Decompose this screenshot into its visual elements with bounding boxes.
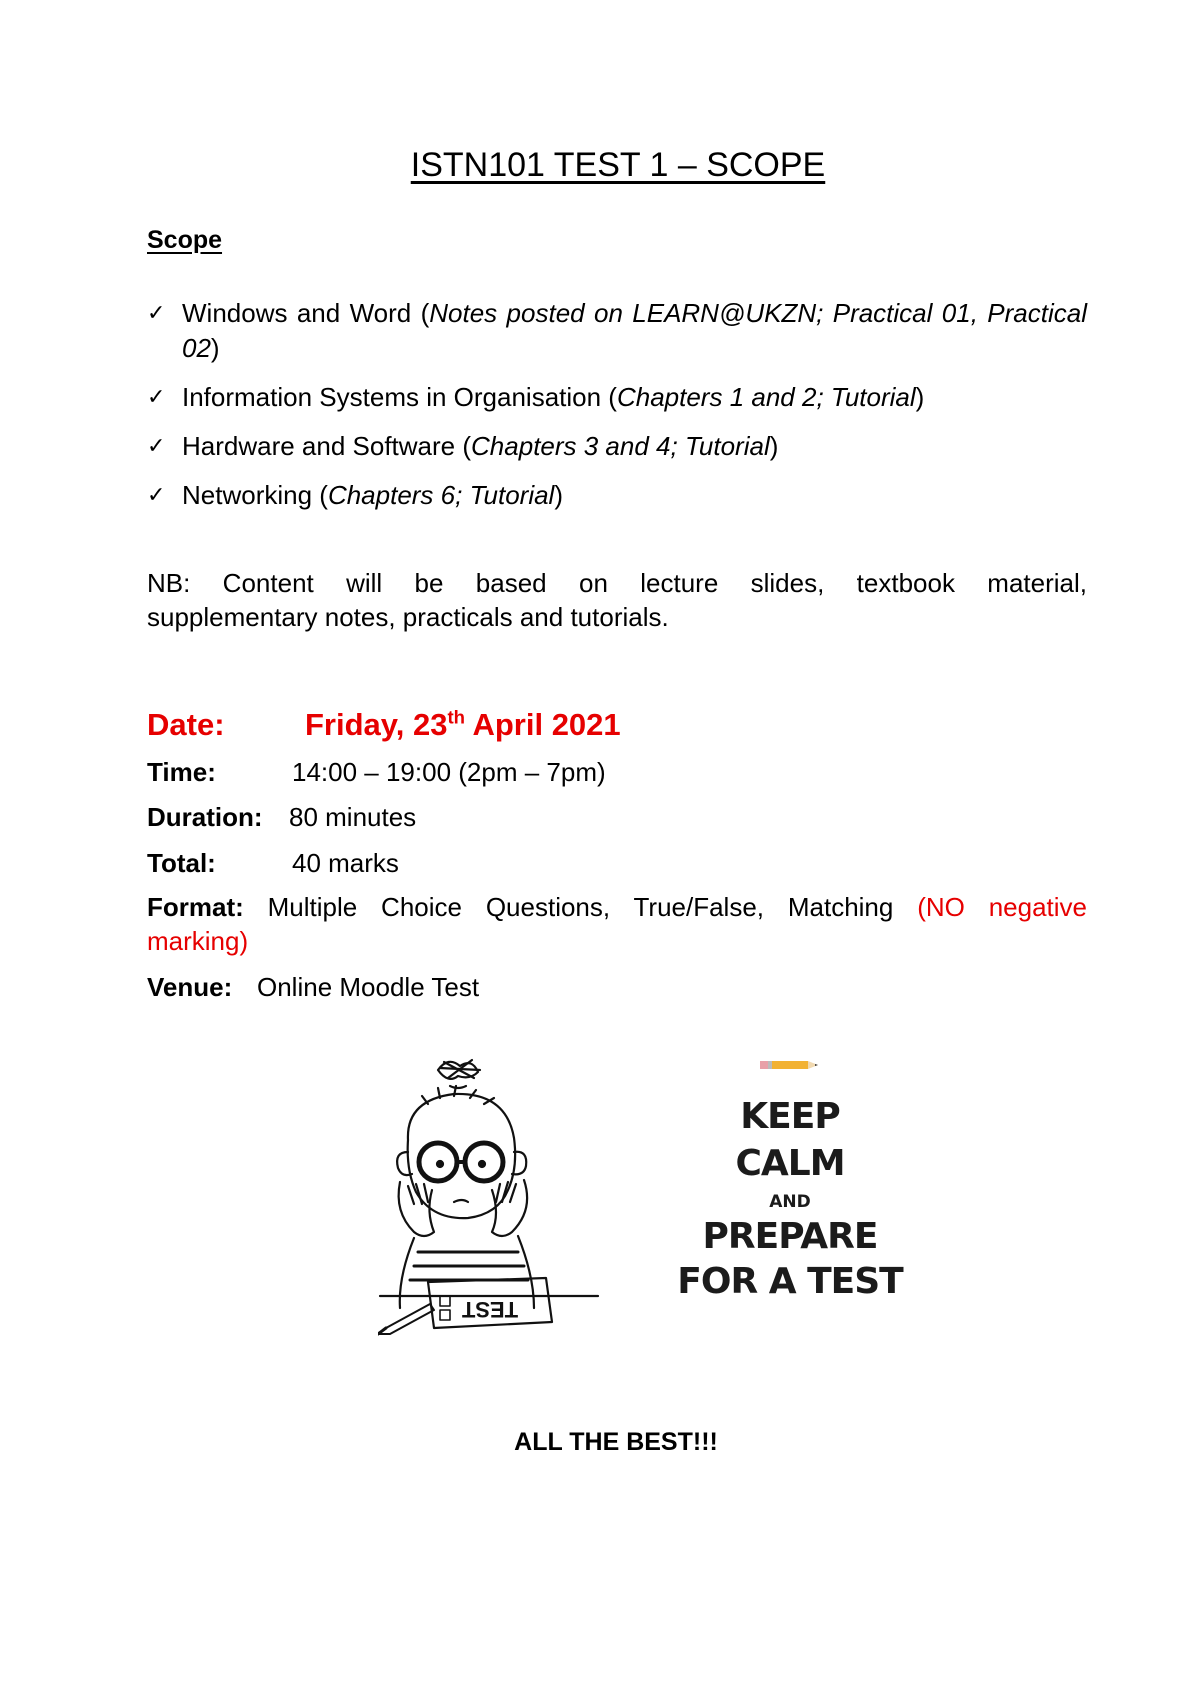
venue-row <box>147 970 1087 1004</box>
format-value: Multiple Choice Questions, True/False, Matching <box>243 892 918 922</box>
format-label: Format: <box>147 892 244 922</box>
poster-line-prepare: PREPARE <box>702 1216 878 1257</box>
nb-paragraph <box>147 566 1087 634</box>
scope-item-close: ) <box>210 333 220 363</box>
poster-line-for-a-test: FOR A TEST <box>677 1261 903 1302</box>
time-label: Time: <box>147 757 216 787</box>
date-row <box>147 708 1087 742</box>
test-sheet-text: TEST <box>461 1297 519 1322</box>
scope-item-networking <box>147 478 1087 513</box>
checkmark-icon: ✓ <box>147 483 166 508</box>
nb-line-2: supplementary notes, practicals and tutorials. <box>147 602 669 632</box>
scope-heading: Scope <box>147 226 223 254</box>
checkmark-icon: ✓ <box>147 434 166 459</box>
scope-item-close: ) <box>554 480 564 510</box>
total-row <box>147 846 1087 880</box>
scope-item-note: Chapters 3 and 4; Tutorial <box>471 431 770 461</box>
format-line-1 <box>147 890 1087 924</box>
scope-item-note: Chapters 6; Tutorial <box>327 480 555 510</box>
date-value-pre: Friday, 23 <box>305 707 448 742</box>
scope-item-hardware-software <box>147 429 1087 464</box>
checkmark-icon: ✓ <box>147 385 166 410</box>
scope-item-note: Notes posted on LEARN@UKZN; Practical 01, Practical 02 <box>182 298 1087 363</box>
date-label: Date: <box>147 707 225 742</box>
scope-item-note: Chapters 1 and 2; Tutorial <box>616 382 916 412</box>
date-value-sup: th <box>447 706 465 728</box>
duration-row <box>147 800 1087 834</box>
time-value: 14:00 – 19:00 (2pm – 7pm) <box>292 757 606 787</box>
poster-line-keep: KEEP <box>740 1096 840 1137</box>
scope-item-information-systems <box>147 380 1087 415</box>
scope-item-close: ) <box>915 382 925 412</box>
poster-line-calm: CALM <box>735 1143 845 1184</box>
format-note-red-2: marking) <box>147 926 249 956</box>
total-label: Total: <box>147 848 216 878</box>
scope-item-text: Information Systems in Organisation ( <box>182 382 617 412</box>
pencil-icon <box>760 1058 820 1072</box>
closing-message: ALL THE BEST!!! <box>514 1428 718 1456</box>
keep-calm-poster <box>660 1058 920 1302</box>
scope-item-windows-word <box>147 296 1087 366</box>
scope-item-close: ) <box>769 431 779 461</box>
total-value: 40 marks <box>292 848 399 878</box>
checkmark-icon: ✓ <box>147 301 166 326</box>
scope-item-text: Hardware and Software ( <box>182 431 472 461</box>
student-cartoon-image <box>378 1052 600 1338</box>
format-note-red: (NO negative <box>917 892 1088 922</box>
time-row <box>147 755 1087 789</box>
venue-value: Online Moodle Test <box>257 972 480 1002</box>
document-title: ISTN101 TEST 1 – SCOPE <box>410 146 826 184</box>
venue-label: Venue: <box>147 972 233 1002</box>
date-value-post: April 2021 <box>465 707 621 742</box>
nb-line-1: NB: Content will be based on lecture slides, textbook material, <box>147 568 1087 598</box>
duration-label: Duration: <box>147 802 263 832</box>
duration-value: 80 minutes <box>289 802 417 832</box>
scope-item-text: Windows and Word ( <box>182 298 430 328</box>
poster-line-and: AND <box>769 1192 811 1212</box>
scope-list <box>147 296 1087 527</box>
scope-item-text: Networking ( <box>182 480 328 510</box>
format-row <box>147 890 1087 958</box>
